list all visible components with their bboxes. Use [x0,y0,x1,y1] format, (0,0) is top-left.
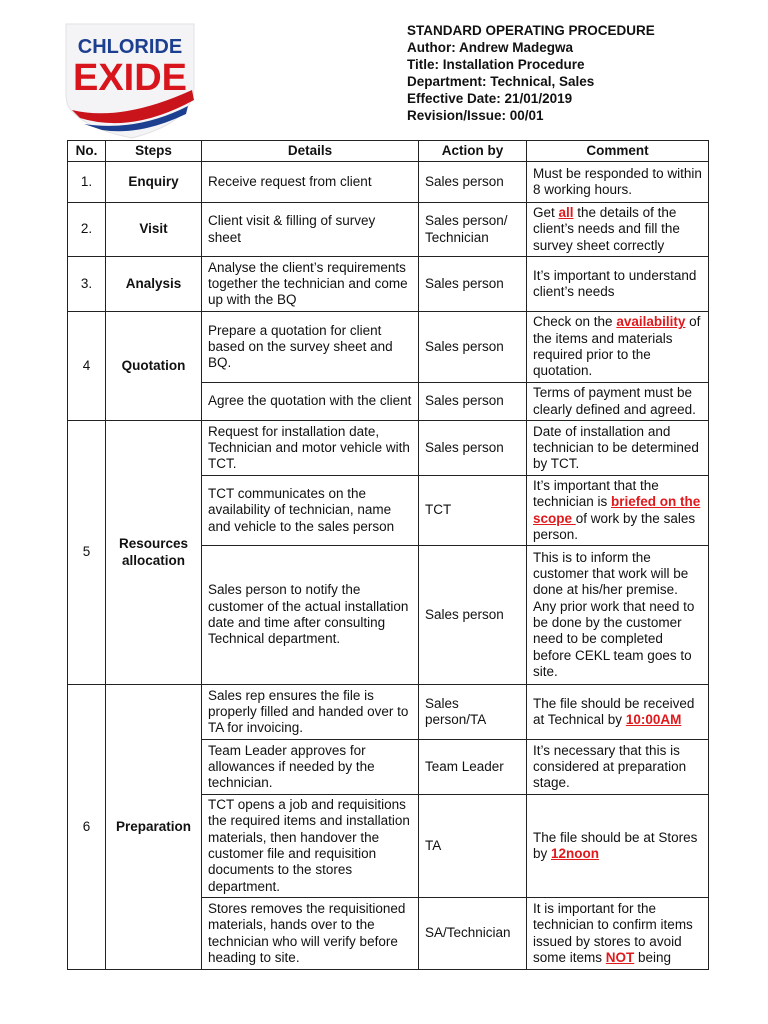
step-details: Request for installation date, Technician and motor vehicle with TCT. [202,421,419,476]
comment [527,476,709,546]
header-effective-date: Effective Date: 21/01/2019 [407,91,573,106]
col-header-no: No. [68,141,106,162]
header-author: Author: Andrew Madegwa [407,40,574,55]
comment: Terms of payment must be clearly defined and agreed. [527,383,709,421]
chloride-exide-logo [62,22,198,140]
step-details: TCT opens a job and requisitions the required items and installation materials, then handover the customer file and requisition documents to the stores department. [202,795,419,898]
step-details: Stores removes the requisitioned materials, hands over to the technician who will verify before heading to site. [202,898,419,970]
step-details: TCT communicates on the availability of technician, name and vehicle to the sales person [202,476,419,546]
row-number: 5 [68,421,106,685]
step-details: Prepare a quotation for client based on the survey sheet and BQ. [202,312,419,383]
comment-text: of work by the sales person. [533,510,696,542]
table-row [68,257,709,312]
col-header-comment: Comment [527,141,709,162]
comment-highlight: 10:00AM [625,712,682,727]
header-title: Title: Installation Procedure [407,57,585,72]
col-header-details: Details [202,141,419,162]
step-name-line: Resources [118,536,189,552]
comment-highlight: 12noon [551,846,600,861]
table-row [68,203,709,257]
action-by: Sales person/TA [419,685,527,740]
logo-text-exide: EXIDE [72,57,188,99]
action-by: TA [419,795,527,898]
comment: Date of installation and technician to be determined by TCT. [527,421,709,476]
action-by: Sales person [419,421,527,476]
row-number: 3. [68,257,106,312]
comment-text: It is important for the technician to confirm items issued by stores to avoid some items [533,900,693,965]
step-name: Analysis [106,257,202,312]
comment [527,685,709,740]
comment [527,795,709,898]
comment-text: Get [533,205,559,221]
action-by: Sales person [419,546,527,685]
comment [527,312,709,383]
table-row [68,162,709,203]
col-header-steps: Steps [106,141,202,162]
table-row [68,685,709,740]
step-details: Team Leader approves for allowances if needed by the technician. [202,740,419,795]
comment-text: It’s important that the technician is [533,477,659,510]
comment [527,898,709,970]
comment-text: Check on the [533,314,617,330]
action-by: Sales person [419,312,527,383]
comment-text: The file should be at Stores by [533,829,698,861]
step-name: Enquiry [106,162,202,203]
step-details: Receive request from client [202,162,419,203]
row-number: 4 [68,312,106,421]
step-details: Agree the quotation with the client [202,383,419,421]
step-name: Quotation [106,312,202,421]
comment-highlight: briefed on the scope [533,494,701,526]
action-by: Sales person [419,257,527,312]
step-details: Client visit & filling of survey sheet [202,203,419,257]
comment-text: The file should be received at Technical by [533,695,695,727]
action-by: TCT [419,476,527,546]
comment-highlight: NOT [605,949,635,965]
col-header-action-by: Action by [419,141,527,162]
action-by: SA/Technician [419,898,527,970]
logo-text-chloride: CHLORIDE [77,36,183,58]
procedure-table [67,140,709,970]
step-name: Preparation [106,685,202,970]
comment: It’s important to understand client’s needs [527,257,709,312]
step-details: Sales person to notify the customer of the actual installation date and time after consulting Technical department. [202,546,419,685]
header-revision: Revision/Issue: 00/01 [407,108,544,123]
comment: Must be responded to within 8 working hours. [527,162,709,203]
comment-text: being [634,949,672,965]
row-number: 6 [68,685,106,970]
document-header [407,22,655,124]
step-details: Sales rep ensures the file is properly filled and handed over to TA for invoicing. [202,685,419,740]
step-details: Analyse the client’s requirements together the technician and come up with the BQ [202,257,419,312]
comment: This is to inform the customer that work will be done at his/her premise. Any prior work that need to be done by the customer need to be completed before CEKL team goes to site. [527,546,709,685]
comment-text: the details of the client’s needs and fill the survey sheet correctly [533,205,680,253]
comment: It’s necessary that this is considered at preparation stage. [527,740,709,795]
table-row [68,421,709,476]
row-number: 2. [68,203,106,257]
header-department: Department: Technical, Sales [407,74,595,89]
comment [527,203,709,257]
step-name: Visit [106,203,202,257]
comment-highlight: availability [616,314,686,330]
action-by: Sales person [419,383,527,421]
comment-highlight: all [558,205,574,221]
action-by: Sales person/ Technician [419,203,527,257]
row-number: 1. [68,162,106,203]
step-name-line: allocation [121,552,185,568]
action-by: Sales person [419,162,527,203]
table-row [68,312,709,383]
table-header-row [68,141,709,162]
header-sop-title: STANDARD OPERATING PROCEDURE [407,23,655,38]
step-name [106,421,202,685]
action-by: Team Leader [419,740,527,795]
comment-text: of the items and materials required prior to the quotation. [533,314,701,379]
